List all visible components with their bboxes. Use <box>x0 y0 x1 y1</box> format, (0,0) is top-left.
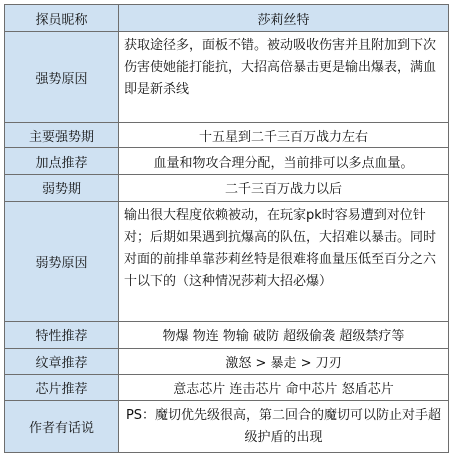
stat-points-label: 加点推荐 <box>5 148 119 174</box>
row-main-strong-period <box>5 123 449 148</box>
hero-info-table <box>4 4 449 453</box>
emblem-value: 激怒 > 暴走 > 刀刃 <box>119 348 449 374</box>
author-note-label: 作者有话说 <box>5 401 119 453</box>
row-strength-reason <box>5 32 449 123</box>
strength-reason-value: 获取途径多，面板不错。被动吸收伤害并且附加到下次伤害使她能打能抗，大招高倍暴击更是输出爆表，满血即是新杀线 <box>119 32 449 123</box>
row-trait <box>5 322 449 348</box>
emblem-label: 纹章推荐 <box>5 348 119 374</box>
header-label-cell: 探员昵称 <box>5 5 119 32</box>
row-chip <box>5 374 449 400</box>
chip-label: 芯片推荐 <box>5 374 119 400</box>
trait-label: 特性推荐 <box>5 322 119 348</box>
main-strong-period-label: 主要强势期 <box>5 123 119 148</box>
strength-reason-label: 强势原因 <box>5 32 119 123</box>
header-row <box>5 5 449 32</box>
weakness-reason-cell <box>119 202 449 322</box>
chip-value: 意志芯片 连击芯片 命中芯片 怒盾芯片 <box>119 374 449 400</box>
stat-points-value: 血量和物攻合理分配，当前排可以多点血量。 <box>119 148 449 174</box>
trait-value: 物爆 物连 物输 破防 超级偷袭 超级禁疗等 <box>119 322 449 348</box>
row-emblem <box>5 348 449 374</box>
row-weak-period <box>5 174 449 201</box>
row-stat-points <box>5 148 449 174</box>
weakness-reason-label: 弱势原因 <box>5 202 119 322</box>
weak-period-value: 二千三百万战力以后 <box>119 174 449 201</box>
row-weakness-reason <box>5 202 449 322</box>
row-author-note <box>5 401 449 453</box>
weakness-reason-value: 输出很大程度依赖被动，在玩家pk时容易遭到对位针对；后期如果遇到抗爆高的队伍，大招难以暴击。同时对面的前排单靠莎莉丝特是很难将血量压低至百分之六十以下的（这种情况莎莉大招必爆） <box>124 208 437 290</box>
header-value-cell: 莎莉丝特 <box>119 5 449 32</box>
author-note-value: PS：魔切优先级很高，第二回合的魔切可以防止对手超级护盾的出现 <box>119 401 449 453</box>
main-strong-period-value: 十五星到二千三百万战力左右 <box>119 123 449 148</box>
weak-period-label: 弱势期 <box>5 174 119 201</box>
